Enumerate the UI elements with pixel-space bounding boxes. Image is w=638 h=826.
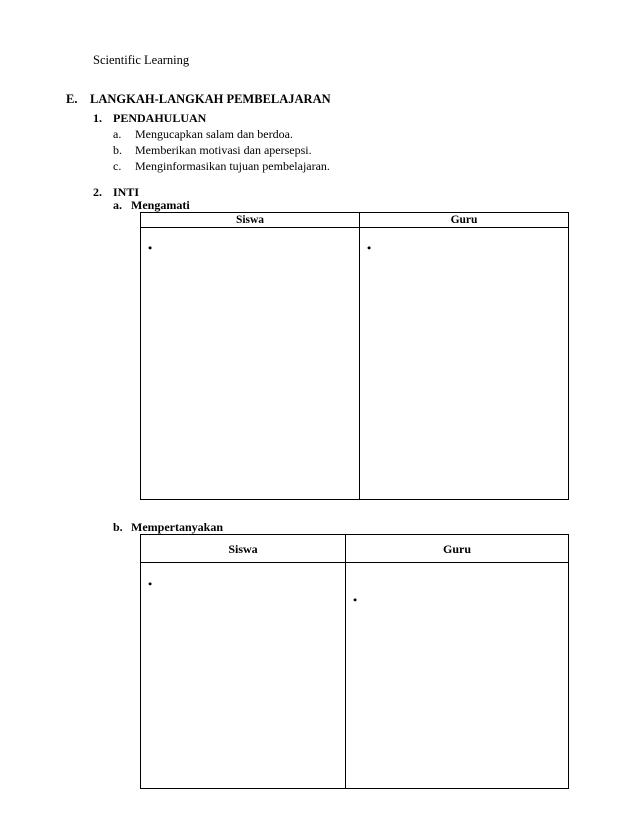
list-item-letter: c.	[113, 159, 122, 173]
inti-number: 2.	[93, 185, 102, 199]
guru-cell	[346, 563, 569, 789]
mengamati-title: Mengamati	[131, 198, 190, 212]
mempertanyakan-title: Mempertanyakan	[131, 520, 223, 534]
pendahuluan-number: 1.	[93, 111, 102, 125]
list-item-letter: a.	[113, 127, 122, 141]
mengamati-heading	[113, 197, 190, 213]
section-heading	[66, 91, 331, 107]
list-item	[113, 126, 330, 142]
list-item-letter: b.	[113, 143, 122, 157]
mempertanyakan-heading	[113, 519, 223, 535]
mempertanyakan-table	[140, 534, 569, 789]
pendahuluan-list	[113, 126, 330, 174]
column-header-guru: Guru	[346, 535, 569, 563]
pendahuluan-heading	[93, 110, 206, 126]
siswa-cell	[141, 563, 346, 789]
mengamati-letter: a.	[113, 198, 122, 212]
pendahuluan-title: PENDAHULUAN	[113, 111, 207, 125]
list-item	[113, 158, 330, 174]
column-header-siswa: Siswa	[141, 535, 346, 563]
column-header-siswa: Siswa	[141, 213, 360, 228]
list-item-text: Memberikan motivasi dan apersepsi.	[135, 143, 312, 157]
page-header: Scientific Learning	[93, 53, 190, 67]
guru-cell	[360, 228, 569, 500]
section-label: E.	[66, 92, 78, 106]
section-title: LANGKAH-LANGKAH PEMBELAJARAN	[90, 92, 331, 106]
list-item-text: Mengucapkan salam dan berdoa.	[135, 127, 293, 141]
siswa-cell	[141, 228, 360, 500]
inti-title: INTI	[113, 185, 140, 199]
mengamati-table	[140, 212, 569, 500]
mempertanyakan-letter: b.	[113, 520, 123, 534]
column-header-guru: Guru	[360, 213, 569, 228]
list-item-text: Menginformasikan tujuan pembelajaran.	[135, 159, 330, 173]
list-item	[113, 142, 330, 158]
